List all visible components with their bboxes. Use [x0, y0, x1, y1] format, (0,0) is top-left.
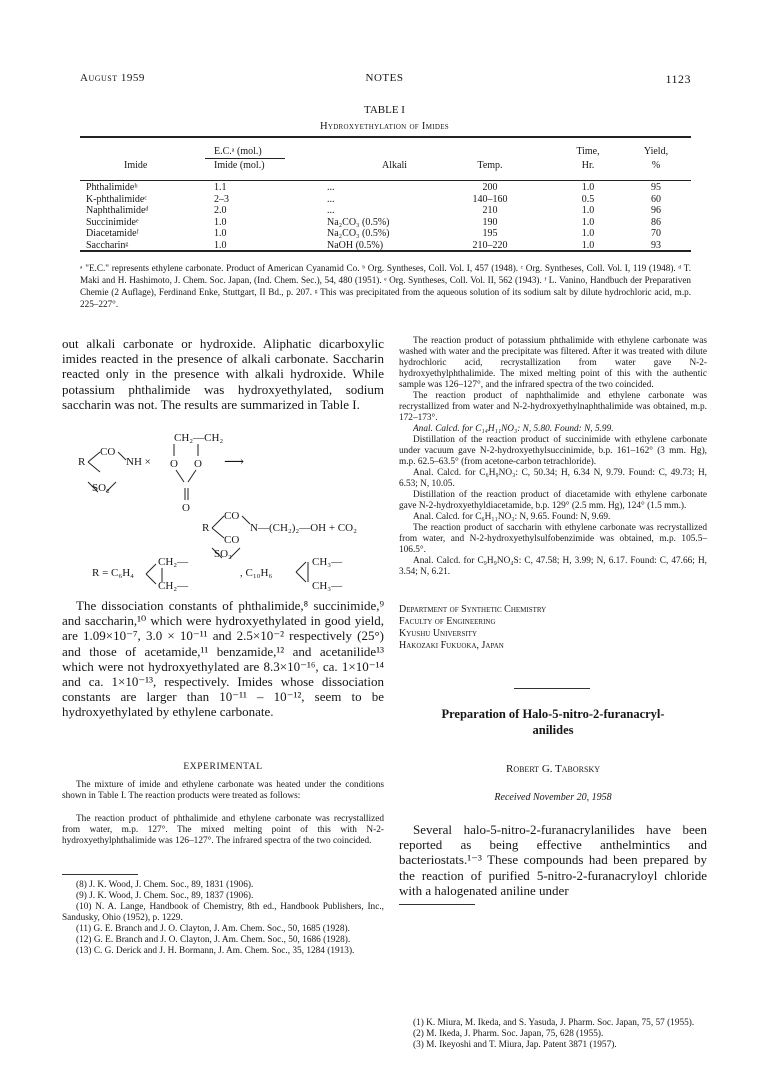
table-cell: 210–220	[472, 239, 508, 251]
affiliation-line: Hakozaki Fukuoka, Japan	[399, 640, 504, 651]
table-cell: Na₂CO₃ (0.5%)	[327, 228, 390, 239]
table-cell: 95	[651, 182, 661, 193]
scheme-product-co: CO	[224, 510, 240, 522]
table-cell: Naphthalimideᵈ	[86, 205, 149, 216]
table-row	[80, 194, 691, 205]
right-anal: Anal. Calcd. for C₆H₁₁NO₃: N, 9.65. Found: N, 9.69.	[413, 512, 611, 522]
right-para: Distillation of the reaction product of diacetamide with ethylene carbonate gave N-2-hydroxyethyldiacetamide, b.p. 129° (2.5 mm. Hg), 124° (1.5 mm.).	[399, 490, 707, 511]
right-para: The reaction product of saccharin with ethylene carbonate was recrystallized from water, and N-2-hydroxyethylsulfobenzimide was obtained, m.p. 105.5–106.5°.	[399, 523, 707, 555]
scheme-ch3-bot: CH₃—	[312, 580, 343, 592]
reference-item: (1) K. Miura, M. Ikeda, and S. Yasuda, J. Pharm. Soc. Japan, 75, 57 (1955).	[413, 1018, 695, 1028]
scheme-so2: SO₂	[92, 482, 110, 494]
article-title-line-2: anilides	[532, 723, 574, 737]
reference-item: (13) C. G. Derick and J. H. Bormann, J. Am. Chem. Soc., 35, 1284 (1913).	[76, 946, 355, 956]
col-time-1: Time,	[576, 146, 600, 157]
reference-item: (9) J. K. Wood, J. Chem. Soc., 89, 1837 (1906).	[76, 891, 254, 901]
table-row	[80, 182, 691, 193]
left-para-2: The dissociation constants of phthalimide,⁸ succinimide,⁹ and saccharin,¹⁰ which were hydroxyethylated in good yield, are 1.09×10⁻⁷, 3.0 × 10⁻¹¹ and 2.5×10⁻² respectively (25°) and those of acetamide,¹¹ benzamide,¹² and acetanilide¹³ which were not hydroxyethylated are 8.3×10⁻¹⁶, ca. 1×10⁻¹⁴ and ca. 1×10⁻¹³, respectively. Imides whose dissociation constants are larger than 10⁻¹¹ – 10⁻¹², seem to be hydroxyethylated by ethylene carbonate.	[62, 598, 384, 720]
table-cell: 1.1	[214, 182, 227, 193]
table-cell: 1.0	[581, 239, 595, 251]
table-cell: 210	[482, 205, 498, 216]
table-cell: 200	[482, 182, 498, 193]
right-experimental	[399, 336, 707, 578]
exp-para-2: The reaction product of phthalimide and ethylene carbonate was recrystallized from water, m.p. 127°. The mixed melting point of this with N-2-hydroxyethylphthalimide was 126–127°. The infrared spectra of the two coincided.	[62, 814, 384, 846]
scheme-o2: O	[194, 458, 202, 470]
affiliation-block	[399, 604, 707, 652]
col-ec-1: E.C.ᵃ (mol.)	[214, 146, 262, 157]
scheme-product-r: R	[202, 522, 210, 534]
left-references	[62, 880, 384, 957]
left-footnote-rule	[62, 874, 138, 875]
table-cell: 86	[651, 216, 661, 228]
right-anal: Anal. Calcd. for C₁₄H₁₁NO₃: N, 5.80. Found: N, 5.99.	[413, 424, 614, 434]
scheme-r-eq: R = C₆H₄	[92, 567, 134, 579]
reference-item: (12) G. E. Branch and J. O. Clayton, J. Am. Chem. Soc., 50, 1686 (1928).	[76, 935, 351, 945]
scheme-product-so2: SO₂	[214, 548, 232, 560]
right-para: Distillation of the reaction product of succinimide with ethylene carbonate under vacuum gave N-2-hydroxyethylsuccinimide, b.p. 161–162° (3 mm. Hg), m.p. 62.5–63.5° (from acetone-carbon tetrachloride).	[399, 435, 707, 467]
table-cell: Succinimideᵉ	[86, 216, 139, 228]
scheme-product-co2: CO	[224, 534, 240, 546]
reference-item: (2) M. Ikeda, J. Pharm. Soc. Japan, 75, 628 (1955).	[413, 1029, 604, 1039]
article-separator-rule	[514, 688, 590, 689]
table-cell: 190	[482, 216, 498, 228]
reference-item: (11) G. E. Branch and J. O. Clayton, J. Am. Chem. Soc., 50, 1685 (1928).	[76, 924, 350, 934]
table-cell: 1.0	[581, 228, 595, 239]
affiliation-line: Department of Synthetic Chemistry	[399, 604, 547, 615]
right-para: The reaction product of potassium phthalimide with ethylene carbonate was washed with water and the precipitate was filtered. After it was treated with dilute hydrochloric acid, recrystallization from water gave N-2-hydroxyethylphthalimide. The mixed melting point of this with the authentic sample was 126–127°, and the infrared spectra of the two coincided.	[399, 336, 707, 390]
table-cell: 1.0	[214, 239, 227, 251]
table-cell: NaOH (0.5%)	[327, 239, 384, 251]
col-yield-2: %	[651, 160, 661, 171]
scheme-ch2-bot: CH₂—	[158, 580, 189, 592]
table-cell: Diacetamideᶠ	[86, 228, 139, 239]
table-cell: 60	[651, 193, 661, 205]
scheme-ch2-top: CH₂—	[158, 556, 189, 568]
running-header-title: NOTES	[365, 72, 404, 84]
table-cell: ...	[327, 193, 335, 205]
left-para-1: out alkali carbonate or hydroxide. Aliphatic dicarboxylic imides reacted in the presence of alkali carbonate. Saccharin reacted only in the presence with alkali hydroxide. While potassium phthalimide was hydroxyethylated, sodium saccharin was not. The results are summarized in Table I.	[62, 336, 384, 412]
scheme-co: CO	[100, 446, 116, 458]
article-author: Robert G. Taborsky	[505, 763, 601, 775]
col-yield-1: Yield,	[643, 146, 669, 157]
scheme-carbonyl-o: O	[182, 502, 190, 514]
table-cell: 0.5	[581, 193, 595, 205]
table-subtitle: Hydroxyethylation of Imides	[319, 121, 450, 132]
table-cell: 1.0	[581, 205, 595, 216]
table-ec-rule	[205, 158, 285, 159]
article-title	[399, 706, 707, 738]
reference-item: (10) N. A. Lange, Handbook of Chemistry, 8th ed., Handbook Publishers, Inc., Sandusky, Ohio (1952), p. 1229.	[62, 902, 384, 923]
table-cell: Phthalimideᵇ	[86, 182, 138, 193]
table-header-rule	[80, 180, 691, 181]
table-row	[80, 205, 691, 216]
scheme-arrow: ⟶	[224, 455, 245, 470]
table-cell: ...	[327, 182, 335, 193]
exp-para-1: The mixture of imide and ethylene carbonate was heated under the conditions shown in Table I. The reaction products were treated as follows:	[62, 780, 384, 801]
table-title: TABLE I	[364, 104, 405, 116]
reaction-scheme	[62, 430, 384, 595]
table-cell: 96	[651, 205, 661, 216]
right-para: The reaction product of naphthalimide and ethylene carbonate was recrystallized from water and N-2-hydroxyethylnaphthalimide was obtained, m.p. 172–173°.	[399, 391, 707, 423]
article-body: Several halo-5-nitro-2-furanacrylanilides have been reported as being effective anthelmintics and bacteriostats.¹⁻³ These compounds had been prepared by the reaction of purified 5-nitro-2-furanacryloyl chloride with a halogenated aniline under	[399, 822, 707, 898]
col-imide: Imide	[124, 160, 148, 171]
table-header-row-2	[80, 160, 691, 171]
table-cell: 140–160	[472, 193, 508, 205]
affiliation-line: Faculty of Engineering	[399, 616, 496, 627]
page-number: 1123	[665, 72, 691, 86]
table-cell: Saccharinᵍ	[86, 239, 129, 251]
col-ec-2: Imide (mol.)	[214, 160, 265, 171]
table-cell: 1.0	[581, 182, 595, 193]
scheme-ch3-top: CH₃—	[312, 556, 343, 568]
scheme-nh: NH ×	[126, 456, 151, 468]
article-received-date: Received November 20, 1958	[494, 792, 612, 803]
reference-item: (8) J. K. Wood, J. Chem. Soc., 89, 1831 (1906).	[76, 880, 254, 890]
table-cell: 195	[482, 228, 498, 239]
reference-item: (3) M. Ikeyoshi and T. Miura, Jap. Patent 3871 (1957).	[413, 1040, 617, 1050]
right-footnote-rule	[399, 904, 475, 905]
scheme-o1: O	[170, 458, 178, 470]
table-cell: ...	[327, 205, 335, 216]
table-cell: 70	[651, 228, 661, 239]
scheme-product: N—(CH₂)₂—OH + CO₂	[250, 522, 357, 534]
table-cell: Na₂CO₃ (0.5%)	[327, 216, 390, 228]
table-row	[80, 217, 691, 228]
col-alkali: Alkali	[382, 160, 407, 171]
scheme-r: R	[78, 456, 86, 468]
experimental-heading: EXPERIMENTAL	[183, 762, 263, 772]
table-cell: 1.0	[214, 228, 227, 239]
table-cell: 1.0	[581, 216, 595, 228]
right-anal: Anal. Calcd. for C₆H₉NO₃: C, 50.34; H, 6.34 N, 9.79. Found: C, 49.73; H, 6.53; N, 10.05.	[399, 468, 707, 489]
table-cell: K-phthalimideᶜ	[86, 193, 147, 205]
article-title-line-1: Preparation of Halo-5-nitro-2-furanacryl-	[441, 707, 665, 721]
running-header-date: August 1959	[80, 72, 145, 84]
col-time-2: Hr.	[581, 160, 595, 171]
right-references	[399, 1018, 707, 1051]
scheme-c10h6: , C₁₀H₆	[240, 567, 273, 579]
col-temp: Temp.	[477, 160, 503, 171]
table-cell: 2.0	[214, 205, 227, 216]
table-header-row-1	[80, 146, 691, 157]
affiliation-line: Kyushu University	[399, 628, 477, 639]
right-anal: Anal. Calcd. for C₉H₉NO₄S: C, 47.58; H, 3.99; N, 6.17. Found: C, 47.66; H, 3.54; N, 6.21.	[399, 556, 707, 577]
table-row	[80, 228, 691, 239]
table-cell: 2–3	[214, 193, 229, 205]
scheme-ch2ch2: CH₂—CH₂	[174, 432, 224, 444]
table-footnotes: ᵃ "E.C." represents ethylene carbonate. Product of American Cyanamid Co. ᵇ Org. Syntheses, Coll. Vol. I, 457 (1948). ᶜ Org. Syntheses, Coll. Vol. I, 119 (1948). ᵈ T. Maki and H. Hashimoto, J. Chem. Soc. Japan, (Ind. Chem. Sec.), 54, 480 (1951). ᵉ Org. Syntheses, Coll. Vol. II, 562 (1943). ᶠ L. Vanino, Handbuch der Preparativen Chemie (2 Auflage), Ferdinand Enke, Stuttgart, II Bd., p. 207. ᵍ This was precipitated from the aqueous solution of its sodium salt by dilute hydrochloric acid, m.p. 225–227°.	[80, 263, 691, 309]
table-top-rule	[80, 136, 691, 138]
table-row	[80, 240, 691, 251]
table-cell: 1.0	[214, 216, 227, 228]
table-cell: 93	[651, 239, 661, 251]
